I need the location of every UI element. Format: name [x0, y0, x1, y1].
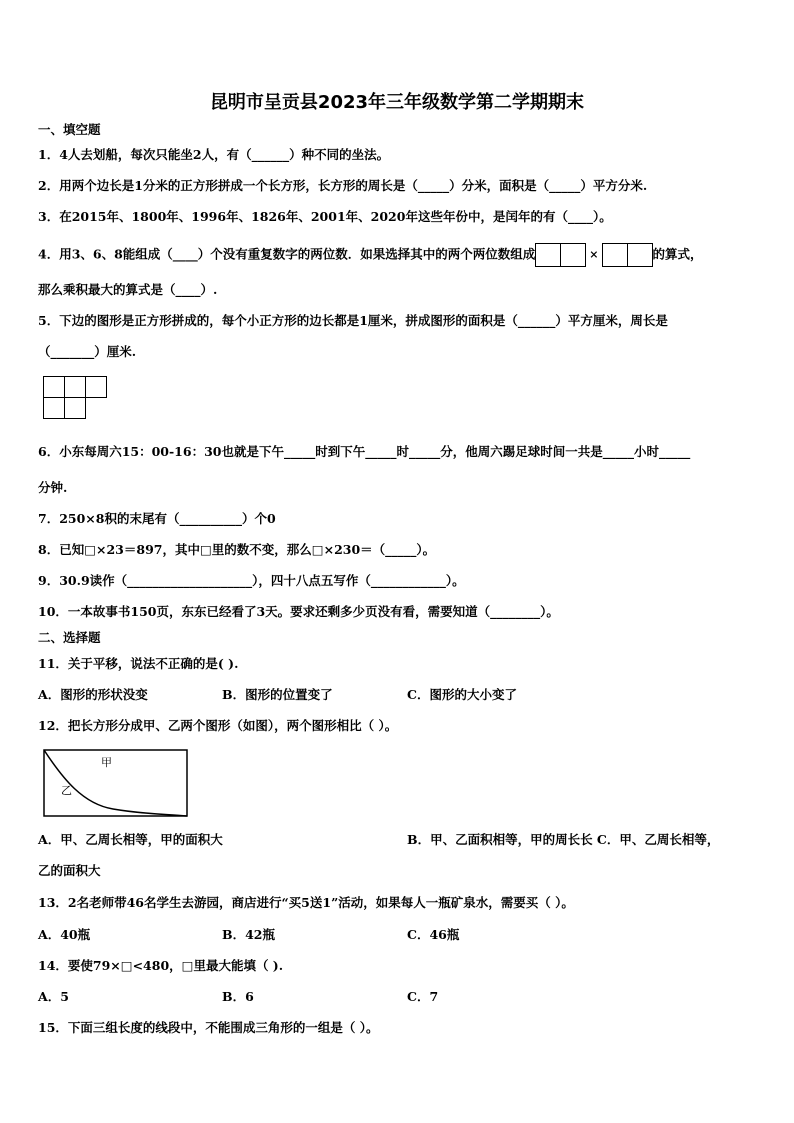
question-10: 10．一本故事书150页，东东已经看了3天。要求还剩多少页没有看，需要知道（________）。: [38, 604, 559, 619]
question-4-text-a: 4．用3、6、8能组成（____）个没有重复数字的两位数．如果选择其中的两个两位数组成: [38, 246, 536, 262]
question-9: 9．30.9读作（____________________），四十八点五写作（____________）。: [38, 573, 465, 588]
multiply-sign: ×: [589, 248, 599, 261]
question-13-option-c: C．46瓶: [407, 927, 460, 942]
question-12-option-a: A．甲、乙周长相等，甲的面积大: [38, 832, 223, 847]
question-3: 3．在2015年、1800年、1996年、1826年、2001年、2020年这些年份中，是闰年的有（____）。: [38, 209, 612, 224]
square-grid-figure: [43, 376, 109, 420]
answer-box: [561, 243, 586, 267]
question-11-option-c: C．图形的大小变了: [407, 687, 517, 702]
section-heading-choice: 二、选择题: [38, 630, 101, 645]
question-8: 8．已知□×23＝897，其中□里的数不变，那么□×230＝（_____）。: [38, 542, 436, 557]
question-4-cont: 那么乘积最大的算式是（____）.: [38, 282, 218, 297]
question-14-option-b: B．6: [222, 989, 254, 1004]
question-14: 14．要使79×□<480，□里最大能填（ ).: [38, 958, 284, 973]
question-1: 1．4人去划船，每次只能坐2人，有（______）种不同的坐法。: [38, 147, 390, 162]
answer-box: [628, 243, 653, 267]
question-11: 11．关于平移，说法不正确的是( ).: [38, 656, 239, 671]
question-13-option-b: B．42瓶: [222, 927, 275, 942]
question-4-text-b: 的算式，: [652, 246, 703, 262]
question-13-option-a: A．40瓶: [38, 927, 91, 942]
question-15: 15．下面三组长度的线段中，不能围成三角形的一组是（ ）。: [38, 1020, 379, 1035]
question-13: 13．2名老师带46名学生去游园，商店进行“买5送1”活动，如果每人一瓶矿泉水，需要买（ ）。: [38, 895, 574, 910]
answer-boxes-left: [535, 243, 586, 267]
answer-box: [602, 243, 628, 267]
question-12-option-bc: B．甲、乙面积相等，甲的周长长 C．甲、乙周长相等，: [407, 832, 720, 847]
question-6-cont: 分钟.: [38, 480, 68, 495]
question-12-cont: 乙的面积大: [38, 863, 101, 878]
answer-box: [535, 243, 561, 267]
question-12: 12．把长方形分成甲、乙两个图形（如图），两个图形相比（ ）。: [38, 718, 398, 733]
question-11-option-a: A．图形的形状没变: [38, 687, 148, 702]
question-6: 6．小东每周六15：00-16：30也就是下午_____时到下午_____时_____分，他周六踢足球时间一共是_____小时_____: [38, 444, 691, 459]
rectangle-split-figure: [43, 749, 189, 819]
label-jia: 甲: [101, 756, 112, 769]
label-yi: 乙: [61, 784, 72, 797]
question-14-option-a: A．5: [38, 989, 69, 1004]
question-7: 7．250×8积的末尾有（__________）个0: [38, 511, 276, 526]
page-title: 昆明市呈贡县2023年三年级数学第二学期期末: [209, 92, 585, 113]
question-4: [38, 243, 703, 267]
question-14-option-c: C．7: [407, 989, 439, 1004]
question-2: 2．用两个边长是1分米的正方形拼成一个长方形，长方形的周长是（_____）分米，面积是（_____）平方分米.: [38, 178, 648, 193]
question-5: 5．下边的图形是正方形拼成的，每个小正方形的边长都是1厘米，拼成图形的面积是（______）平方厘米，周长是: [38, 313, 668, 328]
answer-boxes-right: [602, 243, 653, 267]
section-heading-fill-blank: 一、填空题: [38, 122, 101, 137]
question-11-option-b: B．图形的位置变了: [222, 687, 333, 702]
question-5-cont: （_______）厘米.: [38, 344, 137, 359]
